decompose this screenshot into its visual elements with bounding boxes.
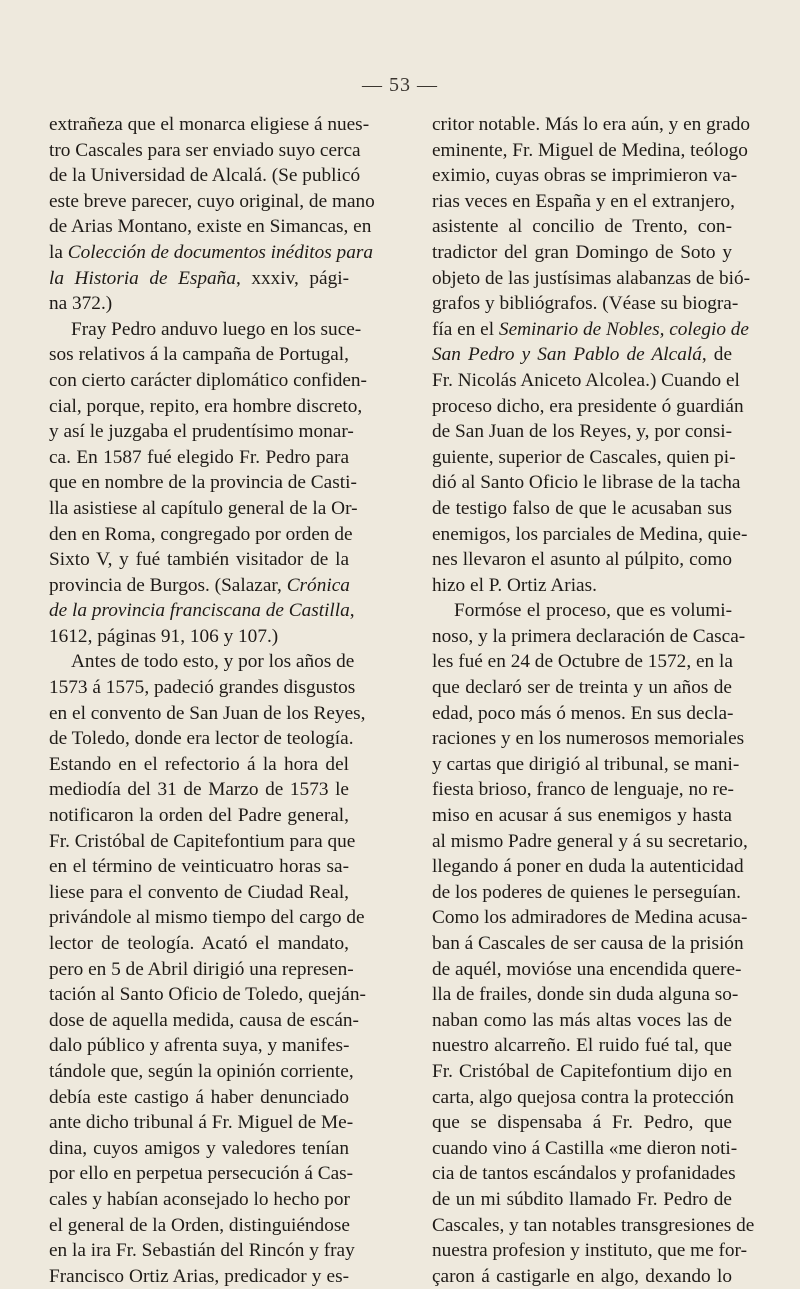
text-line: Fr. Nicolás Aniceto Alcolea.) Cuando el — [432, 369, 740, 391]
text-fragment: fía en el — [432, 318, 499, 340]
text-line: de la Universidad de Alcalá. (Se publicó — [49, 165, 361, 187]
text-line: Antes de todo esto, y por los años de — [71, 651, 355, 673]
text-line: el general de la Orden, distinguiéndose — [49, 1214, 350, 1236]
text-line: çaron á castigarle en algo, dexando lo — [432, 1265, 732, 1287]
text-line: 1612, páginas 91, 106 y 107.) — [49, 625, 279, 647]
text-line: dose de aquella medida, causa de escán- — [49, 1009, 359, 1031]
text-line: de un mi súbdito llamado Fr. Pedro de — [432, 1188, 732, 1210]
text-line: naban como las más altas voces las de — [432, 1009, 732, 1031]
italic-title-fragment: Crónica — [286, 574, 350, 596]
text-line: raciones y en los numerosos memoriales — [432, 728, 745, 750]
right-text-column — [432, 112, 755, 1289]
text-line: en el convento de San Juan de los Reyes, — [49, 702, 366, 724]
text-line: y así le juzgaba el prudentísimo monar- — [49, 421, 354, 443]
text-line: ca. En 1587 fué elegido Fr. Pedro para — [49, 446, 349, 468]
text-line: guiente, superior de Cascales, quien pi- — [432, 446, 736, 468]
text-line: hizo el P. Ortiz Arias. — [432, 574, 597, 596]
text-line — [49, 573, 349, 599]
text-line: de testigo falso de que le acusaban sus — [432, 497, 732, 519]
text-line: dina, cuyos amigos y valedores tenían — [49, 1137, 349, 1159]
text-line: 1573 á 1575, padeció grandes disgustos — [49, 677, 356, 699]
text-line: ante dicho tribunal á Fr. Miguel de Me- — [49, 1112, 354, 1134]
text-line: privándole al mismo tiempo del cargo de — [49, 907, 365, 929]
text-line: fiesta brioso, franco de lenguaje, no re- — [432, 779, 734, 801]
text-line: al mismo Padre general y á su secretario, — [432, 830, 748, 852]
text-fragment: , — [349, 600, 355, 622]
text-line: nuestra profesion y instituto, que me for- — [432, 1240, 748, 1262]
text-line: sos relativos á la campaña de Portugal, — [49, 344, 349, 366]
text-line: asistente al concilio de Trento, con- — [432, 216, 732, 238]
text-line: carta, algo quejosa contra la protección — [432, 1086, 734, 1108]
text-line: de Arias Montano, existe en Simancas, en — [49, 216, 372, 238]
text-line: con cierto carácter diplomático confiden- — [49, 369, 367, 391]
text-line: Francisco Ortiz Arias, predicador y es- — [49, 1265, 349, 1287]
text-line: Como los admiradores de Medina acusa- — [432, 907, 748, 929]
text-line: de los poderes de quienes le perseguían. — [432, 881, 741, 903]
text-line: cales y habían aconsejado lo hecho por — [49, 1188, 350, 1210]
italic-title-fragment: Seminario de Nobles, colegio de — [498, 318, 749, 340]
text-line: liese para el convento de Ciudad Real, — [49, 881, 349, 903]
text-fragment: la — [49, 241, 68, 263]
text-line: en el término de veinticuatro horas sa- — [49, 856, 349, 878]
text-line: este breve parecer, cuyo original, de mano — [49, 190, 375, 212]
text-line: nuestro alcarreño. El ruido fué tal, que — [432, 1035, 732, 1057]
text-line: lla asistiese al capítulo general de la Or- — [49, 497, 358, 519]
text-line: Formóse el proceso, que es volumi- — [454, 600, 732, 622]
text-line — [49, 598, 355, 624]
text-line: tro Cascales para ser enviado suyo cerca — [49, 139, 361, 161]
text-line: que declaró ser de treinta y un años de — [432, 677, 732, 699]
text-line: Sixto V, y fué también visitador de la — [49, 549, 349, 571]
text-line: debía este castigo á haber denunciado — [49, 1086, 349, 1108]
text-line: Fray Pedro anduvo luego en los suce- — [71, 318, 362, 340]
text-line: eximio, cuyas obras se imprimieron va- — [432, 165, 738, 187]
text-line — [49, 240, 373, 266]
text-line: edad, poco más ó menos. En sus decla- — [432, 702, 734, 724]
text-line: llegando á poner en duda la autenticidad — [432, 856, 744, 878]
text-line: dalo público y afrenta suya, y manifes- — [49, 1035, 350, 1057]
text-line: lector de teología. Acató el mandato, — [49, 933, 349, 954]
text-line: na 372.) — [49, 293, 113, 315]
text-line: tándole que, según la opinión corriente, — [49, 1060, 354, 1082]
text-line: noso, y la primera declaración de Casca- — [432, 625, 746, 647]
text-line: ban á Cascales de ser causa de la prisión — [432, 933, 744, 954]
text-line: mediodía del 31 de Marzo de 1573 le — [49, 779, 349, 801]
text-line: de Toledo, donde era lector de teología. — [49, 728, 354, 750]
text-line: por ello en perpetua persecución á Cas- — [49, 1163, 354, 1185]
text-line: grafos y bibliógrafos. (Véase su biogra- — [432, 293, 739, 315]
text-line: cial, porque, repito, era hombre discreto, — [49, 395, 363, 417]
italic-title-fragment: la Historia de España — [49, 267, 236, 289]
text-line: Fr. Cristóbal de Capitefontium para que — [49, 830, 356, 852]
text-line — [432, 317, 749, 343]
text-line: Fr. Cristóbal de Capitefontium dijo en — [432, 1060, 732, 1082]
text-line: dió al Santo Oficio le librase de la tacha — [432, 472, 741, 494]
text-line: critor notable. Más lo era aún, y en grado — [432, 114, 751, 135]
text-line: cia de tantos escándalos y profanidades — [432, 1163, 736, 1185]
text-line: proceso dicho, era presidente ó guardián — [432, 395, 744, 417]
text-line: pero en 5 de Abril dirigió una represen- — [49, 958, 354, 980]
text-line: que en nombre de la provincia de Casti- — [49, 472, 357, 494]
text-line: extrañeza que el monarca eligiese á nues- — [49, 114, 370, 135]
text-line: notificaron la orden del Padre general, — [49, 805, 349, 827]
text-line: Cascales, y tan notables transgresiones de — [432, 1214, 755, 1236]
text-line: y cartas que dirigió al tribunal, se mani- — [432, 753, 740, 775]
text-line: enemigos, los parciales de Medina, quie- — [432, 523, 748, 545]
text-line: de San Juan de los Reyes, y, por consi- — [432, 421, 732, 443]
page-number: — 53 — — [362, 74, 438, 96]
text-line: les fué en 24 de Octubre de 1572, en la — [432, 651, 733, 673]
text-line: eminente, Fr. Miguel de Medina, teólogo — [432, 139, 748, 161]
text-line: cuando vino á Castilla «me dieron noti- — [432, 1137, 738, 1159]
text-fragment: provincia de Burgos. (Salazar, — [49, 574, 287, 596]
text-line: miso en acusar á sus enemigos y hasta — [432, 805, 732, 827]
text-fragment: , xxxiv, pági- — [235, 267, 349, 289]
text-line: en la ira Fr. Sebastián del Rincón y fray — [49, 1240, 355, 1262]
text-line: rias veces en España y en el extranjero, — [432, 190, 736, 212]
text-line: Estando en el refectorio á la hora del — [49, 753, 349, 775]
italic-title-fragment: de la provincia franciscana de Castilla — [49, 600, 350, 622]
text-line: tradictor del gran Domingo de Soto y — [432, 241, 732, 263]
text-line — [432, 342, 732, 368]
italic-title-fragment: Colección de documentos inéditos para — [67, 241, 373, 263]
text-line: objeto de las justísimas alabanzas de bió- — [432, 267, 751, 289]
text-line: nes llevaron el asunto al púlpito, como — [432, 549, 732, 571]
text-line: lla de frailes, donde sin duda alguna so- — [432, 984, 739, 1006]
text-fragment: , de — [701, 344, 732, 366]
text-line: tación al Santo Oficio de Toledo, queján- — [49, 984, 366, 1006]
left-text-column — [49, 112, 375, 1289]
text-line — [49, 266, 349, 292]
text-line: den en Roma, congregado por orden de — [49, 523, 353, 545]
italic-title-fragment: San Pedro y San Pablo de Alcalá — [432, 344, 702, 366]
text-line: de aquél, movióse una encendida quere- — [432, 958, 742, 980]
text-line: que se dispensaba á Fr. Pedro, que — [432, 1112, 732, 1134]
